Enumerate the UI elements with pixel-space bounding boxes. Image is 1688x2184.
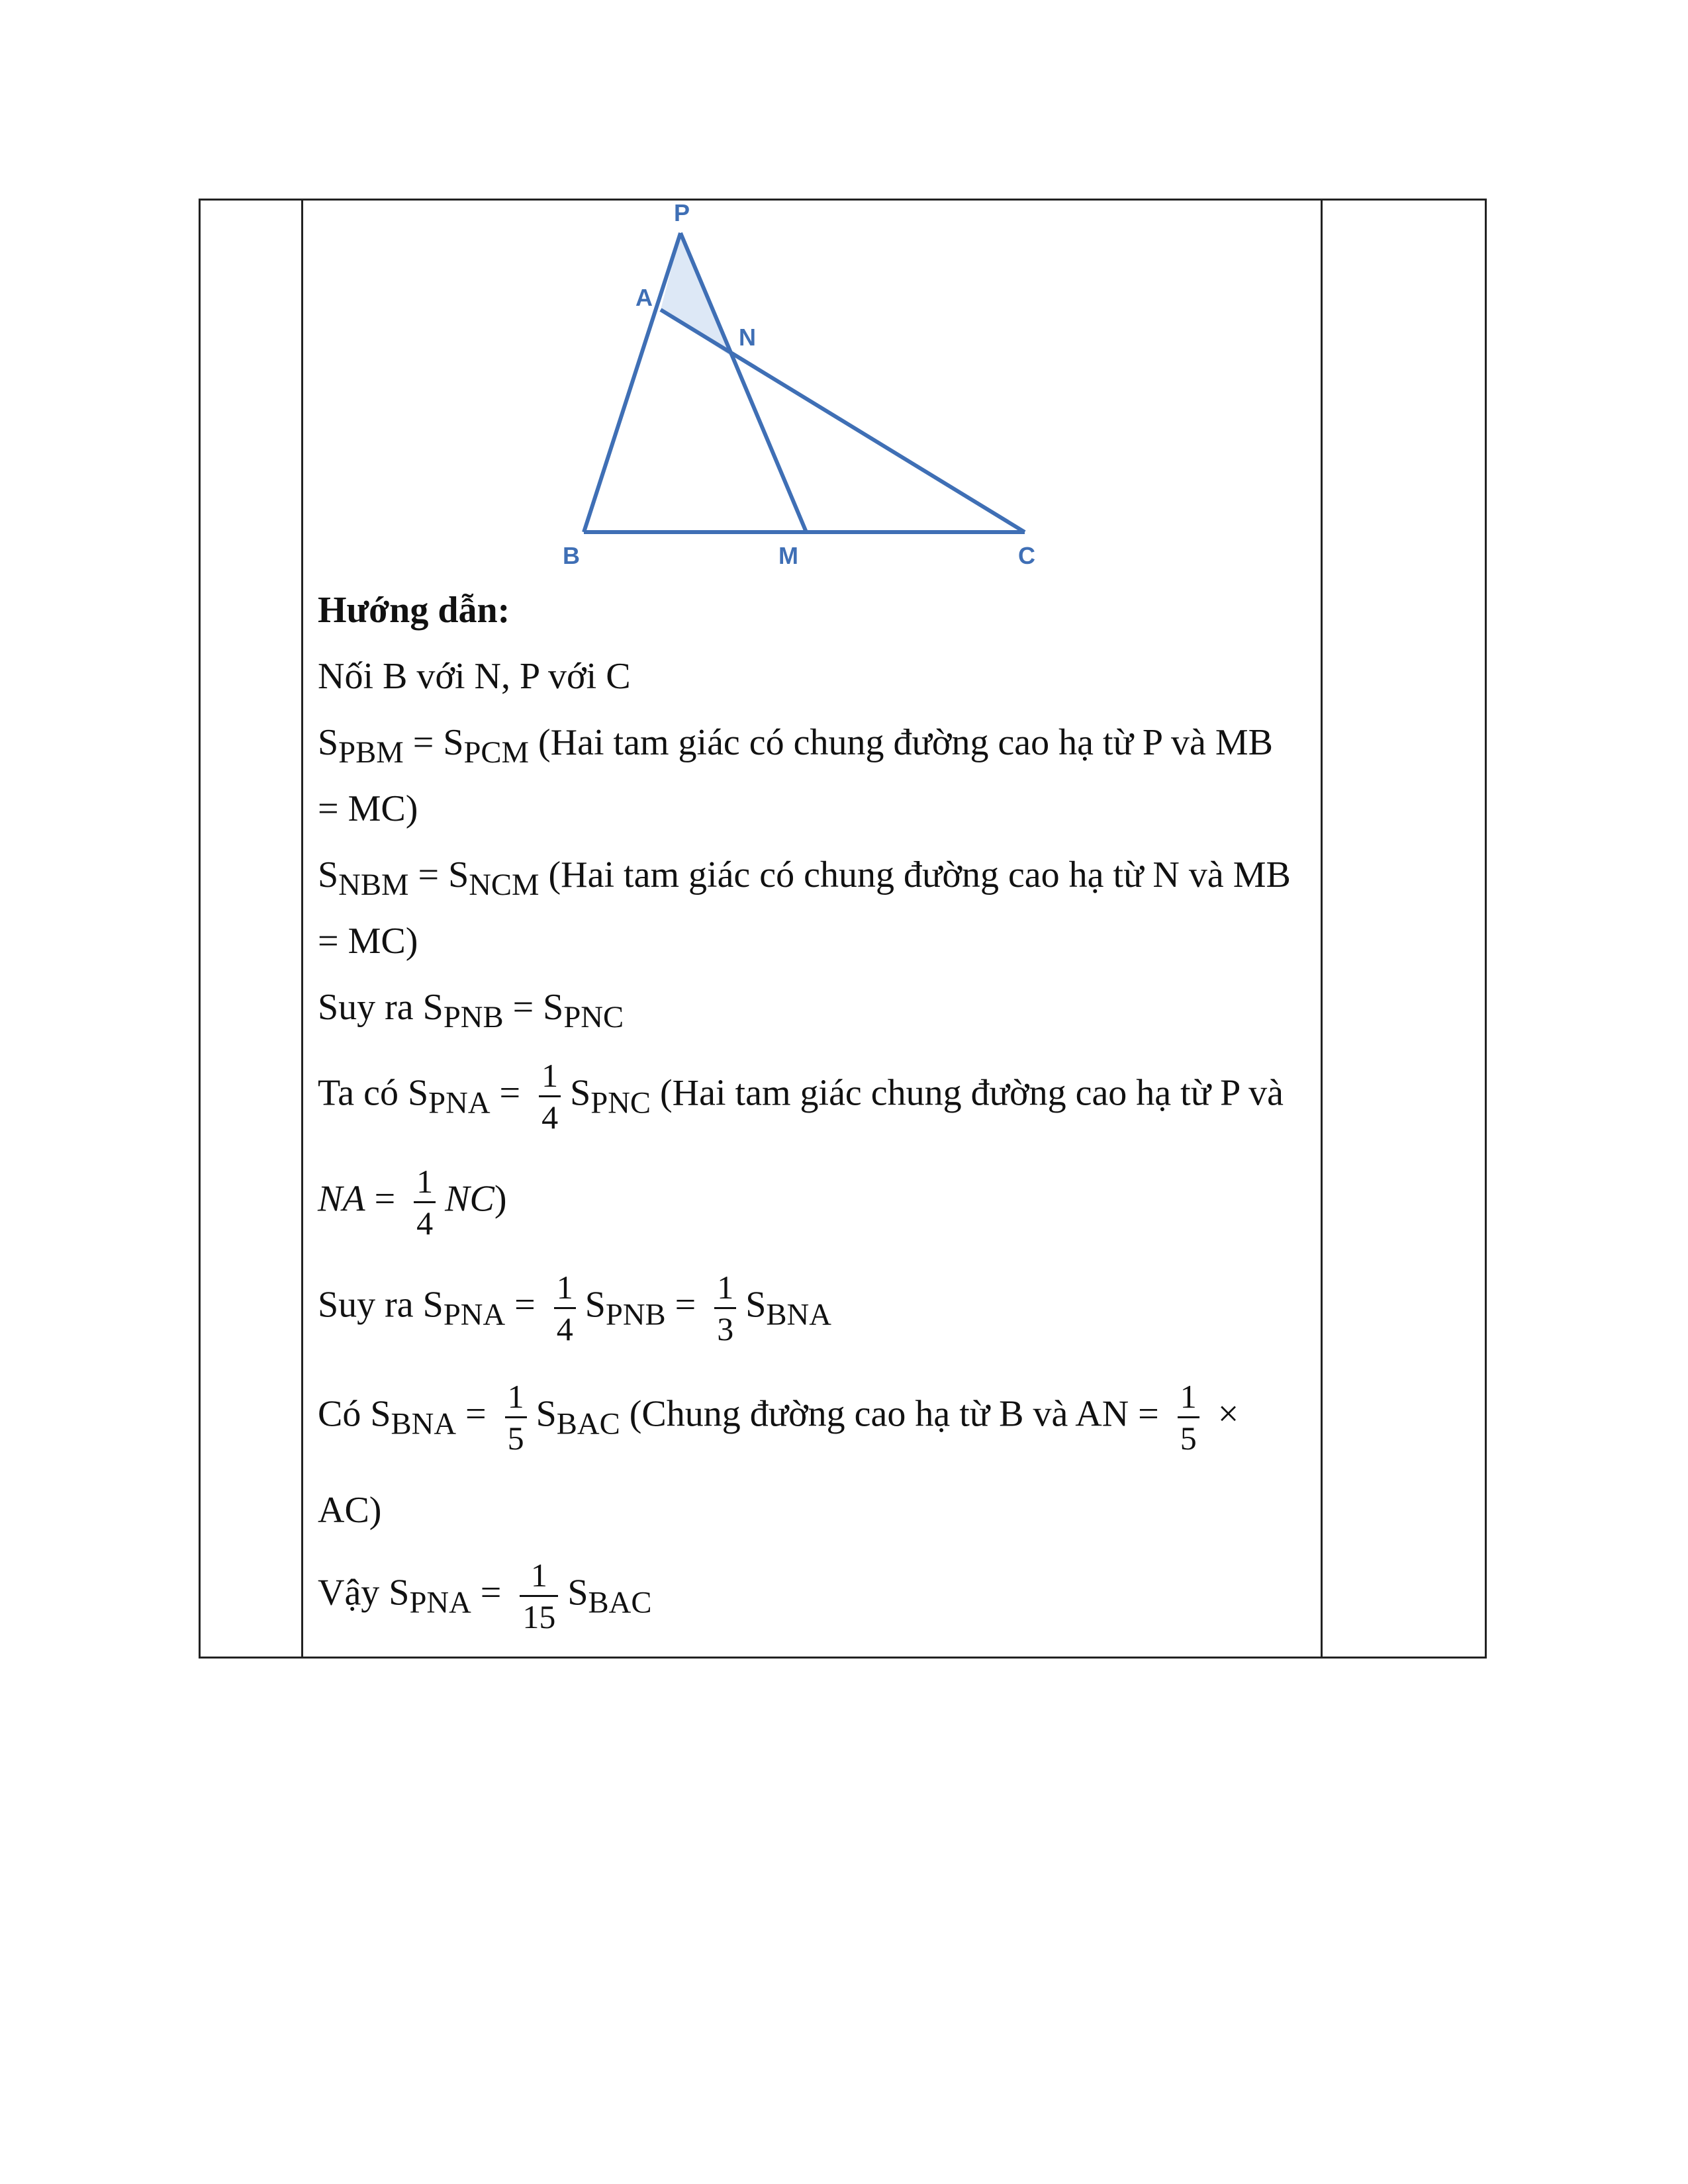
- label-n: N: [739, 324, 756, 351]
- guide-line-12: Vậy $S_{PNA}$ = $\frac{1}{15}$ $S_{BAC}$: [318, 1557, 652, 1635]
- guide-line-5: = MC): [318, 921, 418, 962]
- guide-line-2: $S_{PBM} = S_{PCM}$ (Hai tam giác có chung đường cao hạ từ P và MB: [318, 722, 1273, 770]
- triangle-figure: [232, 199, 1079, 569]
- guide-line-9: Suy ra $S_{PNA}$ = $\frac{1}{4}$ $S_{PNB}$ = $\frac{1}{3}$ $S_{BNA}$: [318, 1269, 831, 1347]
- label-m: M: [778, 542, 798, 569]
- segment-a-c: [661, 310, 1025, 532]
- fraction: $\frac{1}{4}$: [539, 1056, 561, 1137]
- segment-p-m: [680, 233, 806, 532]
- table-column-divider-right: [1321, 201, 1323, 1657]
- fraction: $\frac{1}{15}$: [520, 1555, 558, 1637]
- label-b: B: [563, 542, 580, 569]
- guide-line-3: = MC): [318, 788, 418, 829]
- guide-line-6: Suy ra $S_{PNB} = S_{PNC}$: [318, 987, 624, 1035]
- label-a: A: [635, 284, 653, 311]
- guide-heading: Hướng dẫn:: [318, 590, 510, 631]
- fraction: $\frac{1}{4}$: [414, 1161, 436, 1243]
- guide-line-1: Nối B với N, P với C: [318, 656, 631, 697]
- fraction: $\frac{1}{3}$: [714, 1267, 736, 1349]
- guide-line-7: Ta có $S_{PNA}$ = $\frac{1}{4}$ $S_{PNC}$ (Hai tam giác chung đường cao hạ từ P và: [318, 1057, 1284, 1136]
- guide-line-11: AC): [318, 1490, 382, 1531]
- label-p: P: [674, 199, 690, 226]
- fraction: $\frac{1}{5}$: [505, 1377, 527, 1458]
- fraction: $\frac{1}{4}$: [554, 1267, 576, 1349]
- fraction: $\frac{1}{5}$: [1178, 1377, 1199, 1458]
- guide-line-8: NA = $\frac{1}{4}$ NC): [318, 1163, 507, 1242]
- label-c: C: [1018, 542, 1035, 569]
- segment-p-b: [584, 233, 680, 532]
- guide-line-4: $S_{NBM} = S_{NCM}$ (Hai tam giác có chung đường cao hạ từ N và MB: [318, 854, 1291, 903]
- guide-line-10: Có $S_{BNA}$ = $\frac{1}{5}$ $S_{BAC}$ (Chung đường cao hạ từ B và AN = $\frac{1}{5}$ ×: [318, 1378, 1239, 1457]
